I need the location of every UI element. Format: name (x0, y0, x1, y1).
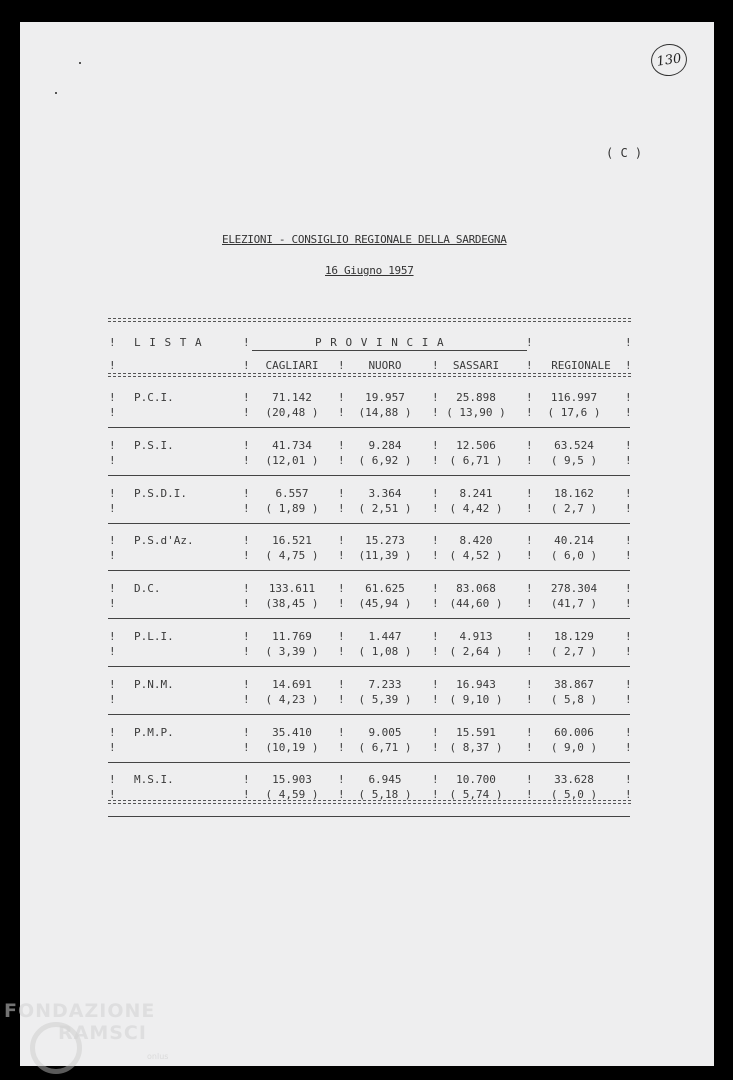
votes-sassari: 16.943 (456, 677, 496, 691)
col-bar: ! (526, 549, 533, 563)
col-bar: ! (625, 645, 632, 658)
pct-sassari: ( 13,90 ) (446, 406, 506, 419)
col-bar: ! (243, 740, 250, 754)
col-bar: ! (109, 630, 116, 643)
pct-cagliari: ( 1,89 ) (265, 501, 319, 515)
header-rule (108, 373, 631, 377)
provincia-underline (252, 350, 527, 351)
col-bar: ! (625, 725, 632, 739)
col-bar: ! (243, 336, 250, 349)
col-bar: ! (526, 773, 533, 787)
col-bar: ! (109, 692, 116, 706)
votes-regionale: 33.628 (554, 773, 594, 787)
party-name: P.S.D.I. (134, 486, 187, 500)
header-nuoro: NUORO (368, 359, 402, 372)
pct-nuoro: ( 6,92 ) (358, 453, 412, 467)
votes-cagliari: 11.769 (272, 630, 312, 643)
pct-regionale: ( 5,8 ) (550, 692, 598, 706)
votes-sassari: 8.241 (459, 486, 493, 500)
col-bar: ! (432, 692, 439, 706)
votes-sassari: 83.068 (456, 582, 496, 596)
col-bar: ! (338, 391, 345, 404)
col-bar: ! (625, 773, 632, 787)
votes-regionale: 116.997 (550, 391, 598, 404)
col-bar: ! (338, 725, 345, 739)
col-bar: ! (526, 740, 533, 754)
party-name: D.C. (134, 582, 161, 596)
col-bar: ! (432, 534, 439, 548)
col-bar: ! (109, 336, 116, 349)
party-name: P.M.P. (134, 725, 174, 739)
col-bar: ! (625, 391, 632, 404)
col-bar: ! (243, 453, 250, 467)
col-bar: ! (338, 453, 345, 467)
votes-nuoro: 15.273 (365, 534, 405, 548)
pct-nuoro: (45,94 ) (358, 597, 412, 611)
col-bar: ! (243, 359, 250, 372)
col-bar: ! (243, 438, 250, 452)
votes-cagliari: 16.521 (272, 534, 312, 548)
col-bar: ! (526, 725, 533, 739)
col-bar: ! (243, 725, 250, 739)
col-bar: ! (243, 677, 250, 691)
col-bar: ! (526, 359, 533, 372)
row-separator (108, 570, 630, 571)
votes-nuoro: 9.005 (368, 725, 402, 739)
col-bar: ! (109, 453, 116, 467)
pct-nuoro: ( 5,39 ) (358, 692, 412, 706)
pct-sassari: ( 5,74 ) (449, 788, 503, 802)
col-bar: ! (109, 501, 116, 515)
col-bar: ! (338, 597, 345, 611)
col-bar: ! (109, 391, 116, 404)
col-bar: ! (625, 740, 632, 754)
col-bar: ! (109, 549, 116, 563)
col-bar: ! (243, 486, 250, 500)
col-bar: ! (432, 725, 439, 739)
header-lista: L I S T A (134, 336, 203, 349)
votes-regionale: 18.129 (554, 630, 594, 643)
pct-regionale: (41,7 ) (550, 597, 598, 611)
pct-cagliari: (38,45 ) (265, 597, 319, 611)
col-bar: ! (432, 773, 439, 787)
col-bar: ! (338, 486, 345, 500)
pct-sassari: ( 6,71 ) (449, 453, 503, 467)
col-bar: ! (109, 359, 116, 372)
col-bar: ! (432, 597, 439, 611)
col-bar: ! (625, 534, 632, 548)
col-bar: ! (432, 582, 439, 596)
party-name: M.S.I. (134, 773, 174, 787)
col-bar: ! (109, 534, 116, 548)
col-bar: ! (526, 336, 533, 349)
pct-nuoro: ( 5,18 ) (358, 788, 412, 802)
table-end-rule (108, 816, 630, 817)
document-date: 16 Giugno 1957 (325, 264, 414, 277)
col-bar: ! (338, 630, 345, 643)
votes-regionale: 18.162 (554, 486, 594, 500)
votes-sassari: 10.700 (456, 773, 496, 787)
col-bar: ! (338, 788, 345, 802)
col-bar: ! (432, 740, 439, 754)
col-bar: ! (109, 677, 116, 691)
table-top-rule (108, 318, 631, 322)
col-bar: ! (338, 645, 345, 658)
col-bar: ! (243, 788, 250, 802)
col-bar: ! (625, 486, 632, 500)
votes-regionale: 63.524 (554, 438, 594, 452)
col-bar: ! (432, 501, 439, 515)
col-bar: ! (338, 359, 345, 372)
pct-regionale: ( 5,0 ) (550, 788, 598, 802)
party-name: P.N.M. (134, 677, 174, 691)
votes-nuoro: 19.957 (365, 391, 405, 404)
col-bar: ! (526, 788, 533, 802)
col-bar: ! (526, 677, 533, 691)
votes-cagliari: 35.410 (272, 725, 312, 739)
col-bar: ! (625, 453, 632, 467)
foundation-logo-suffix: onlus (147, 1052, 169, 1061)
col-bar: ! (432, 359, 439, 372)
party-name: P.C.I. (134, 391, 174, 404)
col-bar: ! (243, 501, 250, 515)
pct-cagliari: ( 3,39 ) (265, 645, 319, 658)
party-name: P.S.I. (134, 438, 174, 452)
col-bar: ! (526, 597, 533, 611)
col-bar: ! (243, 549, 250, 563)
col-bar: ! (526, 582, 533, 596)
votes-regionale: 60.006 (554, 725, 594, 739)
col-bar: ! (432, 788, 439, 802)
col-bar: ! (432, 630, 439, 643)
col-bar: ! (338, 773, 345, 787)
row-separator (108, 666, 630, 667)
col-bar: ! (243, 773, 250, 787)
col-bar: ! (243, 692, 250, 706)
votes-regionale: 38.867 (554, 677, 594, 691)
header-regionale: REGIONALE (551, 359, 611, 372)
votes-regionale: 278.304 (550, 582, 598, 596)
votes-nuoro: 7.233 (368, 677, 402, 691)
col-bar: ! (625, 677, 632, 691)
col-bar: ! (526, 391, 533, 404)
col-bar: ! (243, 406, 250, 419)
pct-nuoro: (11,39 ) (358, 549, 412, 563)
col-bar: ! (109, 486, 116, 500)
votes-sassari: 12.506 (456, 438, 496, 452)
pct-nuoro: (14,88 ) (358, 406, 412, 419)
pct-sassari: ( 9,10 ) (449, 692, 503, 706)
votes-nuoro: 6.945 (368, 773, 402, 787)
row-separator (108, 618, 630, 619)
col-bar: ! (243, 391, 250, 404)
row-separator (108, 475, 630, 476)
col-bar: ! (625, 630, 632, 643)
votes-cagliari: 6.557 (275, 486, 309, 500)
col-bar: ! (338, 692, 345, 706)
party-name: P.L.I. (134, 630, 174, 643)
section-mark: ( C ) (606, 146, 643, 160)
col-bar: ! (432, 549, 439, 563)
col-bar: ! (432, 453, 439, 467)
pct-cagliari: (20,48 ) (265, 406, 319, 419)
col-bar: ! (625, 582, 632, 596)
votes-cagliari: 14.691 (272, 677, 312, 691)
votes-sassari: 25.898 (456, 391, 496, 404)
col-bar: ! (109, 773, 116, 787)
pct-sassari: ( 8,37 ) (449, 740, 503, 754)
col-bar: ! (432, 391, 439, 404)
col-bar: ! (625, 406, 632, 419)
pct-nuoro: ( 6,71 ) (358, 740, 412, 754)
votes-sassari: 4.913 (459, 630, 493, 643)
col-bar: ! (109, 582, 116, 596)
col-bar: ! (625, 438, 632, 452)
col-bar: ! (109, 645, 116, 658)
votes-sassari: 15.591 (456, 725, 496, 739)
pct-cagliari: ( 4,75 ) (265, 549, 319, 563)
pct-cagliari: ( 4,59 ) (265, 788, 319, 802)
votes-cagliari: 15.903 (272, 773, 312, 787)
header-cagliari: CAGLIARI (265, 359, 319, 372)
pct-sassari: ( 4,52 ) (449, 549, 503, 563)
foundation-logo-text: FONDAZIONE (4, 1000, 156, 1022)
col-bar: ! (526, 501, 533, 515)
col-bar: ! (432, 645, 439, 658)
col-bar: ! (526, 692, 533, 706)
row-separator (108, 523, 630, 524)
speck (55, 92, 57, 94)
col-bar: ! (338, 582, 345, 596)
row-separator (108, 427, 630, 428)
header-sassari: SASSARI (452, 359, 500, 372)
votes-nuoro: 1.447 (368, 630, 402, 643)
col-bar: ! (338, 406, 345, 419)
col-bar: ! (625, 549, 632, 563)
col-bar: ! (526, 534, 533, 548)
col-bar: ! (109, 406, 116, 419)
col-bar: ! (338, 534, 345, 548)
pct-sassari: ( 2,64 ) (449, 645, 503, 658)
col-bar: ! (625, 336, 632, 349)
pct-cagliari: (10,19 ) (265, 740, 319, 754)
col-bar: ! (109, 725, 116, 739)
col-bar: ! (109, 788, 116, 802)
votes-nuoro: 61.625 (365, 582, 405, 596)
col-bar: ! (109, 597, 116, 611)
col-bar: ! (432, 438, 439, 452)
speck (79, 62, 81, 64)
row-separator (108, 762, 630, 763)
pct-regionale: ( 6,0 ) (550, 549, 598, 563)
col-bar: ! (338, 438, 345, 452)
pct-sassari: ( 4,42 ) (449, 501, 503, 515)
pct-cagliari: (12,01 ) (265, 453, 319, 467)
col-bar: ! (243, 582, 250, 596)
party-name: P.S.d'Az. (134, 534, 194, 548)
votes-cagliari: 71.142 (272, 391, 312, 404)
votes-sassari: 8.420 (459, 534, 493, 548)
col-bar: ! (625, 501, 632, 515)
col-bar: ! (625, 692, 632, 706)
pct-regionale: ( 17,6 ) (547, 406, 601, 419)
votes-cagliari: 41.734 (272, 438, 312, 452)
col-bar: ! (432, 486, 439, 500)
col-bar: ! (526, 630, 533, 643)
col-bar: ! (526, 438, 533, 452)
votes-nuoro: 3.364 (368, 486, 402, 500)
col-bar: ! (338, 501, 345, 515)
col-bar: ! (243, 534, 250, 548)
col-bar: ! (526, 406, 533, 419)
pct-sassari: (44,60 ) (449, 597, 503, 611)
col-bar: ! (243, 645, 250, 658)
col-bar: ! (526, 486, 533, 500)
pct-regionale: ( 9,0 ) (550, 740, 598, 754)
pct-nuoro: ( 1,08 ) (358, 645, 412, 658)
table-bottom-rule (108, 800, 631, 804)
col-bar: ! (338, 677, 345, 691)
col-bar: ! (109, 740, 116, 754)
document-title: ELEZIONI - CONSIGLIO REGIONALE DELLA SARDEGNA (222, 233, 507, 246)
votes-cagliari: 133.611 (268, 582, 316, 596)
col-bar: ! (526, 453, 533, 467)
pct-nuoro: ( 2,51 ) (358, 501, 412, 515)
col-bar: ! (625, 597, 632, 611)
col-bar: ! (338, 740, 345, 754)
col-bar: ! (432, 406, 439, 419)
pct-regionale: ( 2,7 ) (550, 645, 598, 658)
pct-cagliari: ( 4,23 ) (265, 692, 319, 706)
pct-regionale: ( 9,5 ) (550, 453, 598, 467)
votes-regionale: 40.214 (554, 534, 594, 548)
col-bar: ! (432, 677, 439, 691)
col-bar: ! (625, 359, 632, 372)
votes-nuoro: 9.284 (368, 438, 402, 452)
col-bar: ! (338, 549, 345, 563)
header-provincia: P R O V I N C I A (315, 336, 445, 349)
row-separator (108, 714, 630, 715)
col-bar: ! (243, 630, 250, 643)
col-bar: ! (109, 438, 116, 452)
col-bar: ! (625, 788, 632, 802)
pct-regionale: ( 2,7 ) (550, 501, 598, 515)
page-number-stamp: 130 (649, 42, 689, 79)
col-bar: ! (243, 597, 250, 611)
col-bar: ! (526, 645, 533, 658)
foundation-logo-text-2: RAMSCI (58, 1022, 147, 1044)
